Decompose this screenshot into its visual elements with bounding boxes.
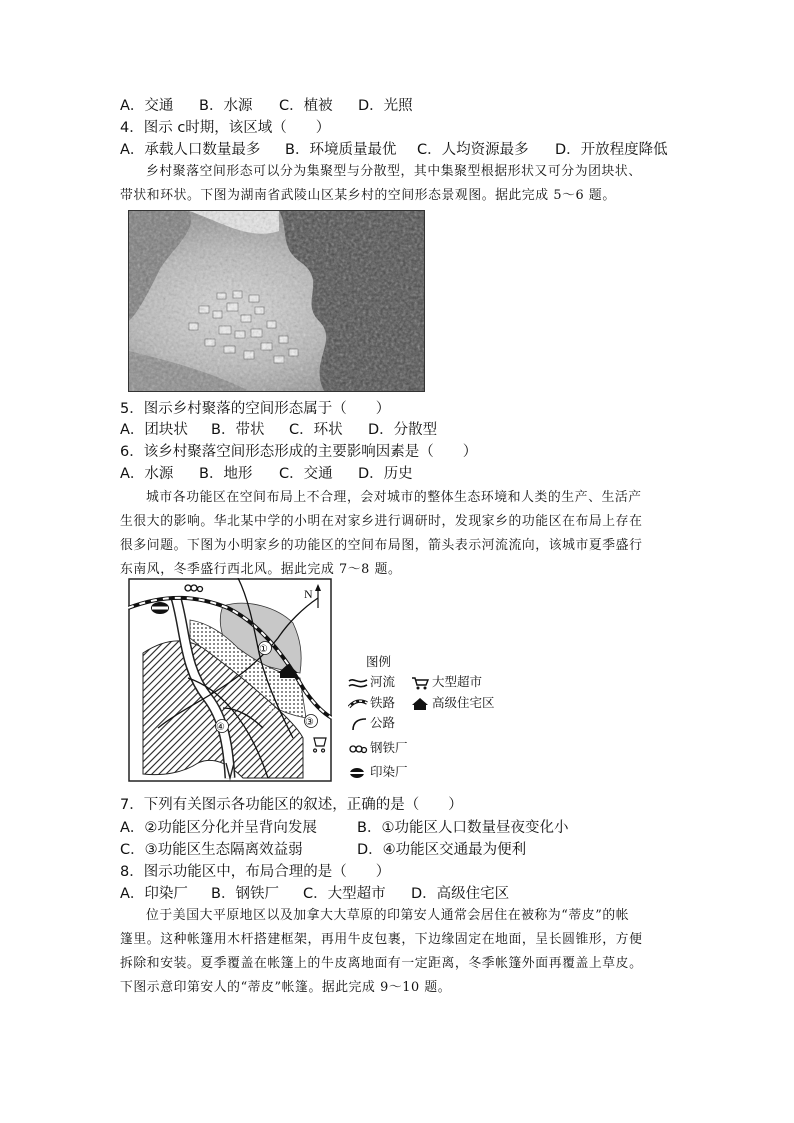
legend-railway [348, 693, 395, 711]
passage-line: 拆除和安装。夏季覆盖在帐篷上的牛皮离地面有一定距离，冬季帐篷外面再覆盖上草皮。 [120, 956, 643, 971]
q3-option-d: D．光照 [358, 98, 413, 114]
legend-title: 图例 [366, 654, 392, 669]
village-landscape-photo [128, 210, 425, 392]
q5-stem: 5．图示乡村聚落的空间形态属于（ ） [120, 401, 391, 417]
road-icon [348, 717, 368, 731]
legend-river-label: 河流 [370, 674, 396, 689]
map-legend [348, 652, 518, 782]
legend-dye [348, 762, 408, 780]
q4-option-a: A．承载人口数量最多 [120, 142, 261, 158]
q4-stem: 4．图示 c时期，该区域（ ） [120, 120, 331, 136]
passage-line: 下图示意印第安人的“蒂皮”帐篷。据此完成 9～10 题。 [120, 980, 452, 995]
q8-stem: 8．图示功能区中，布局合理的是（ ） [120, 864, 391, 880]
passage-line: 篷里。这种帐篷用木杆搭建框架，再用牛皮包裹，下边缘固定在地面，呈长圆锥形，方便 [120, 932, 643, 947]
passage-line: 城市各功能区在空间布局上不合理，会对城市的整体生态环境和人类的生产、生活产 [146, 490, 642, 505]
legend-river [348, 672, 395, 690]
q4-option-c: C．人均资源最多 [417, 142, 529, 158]
passage-line: 带状和环状。下图为湖南省武陵山区某乡村的空间形态景观图。据此完成 5～6 题。 [120, 188, 616, 203]
zone-2-label: ② [266, 704, 275, 715]
dye-factory-icon [348, 766, 368, 780]
river-icon [348, 676, 368, 690]
passage-rural-settlement [120, 160, 670, 208]
q7-stem: 7．下列有关图示各功能区的叙述，正确的是（ ） [120, 797, 463, 813]
q6-option-d: D．历史 [358, 466, 413, 482]
q6-stem: 6．该乡村聚落空间形态形成的主要影响因素是（ ） [120, 444, 478, 460]
legend-supermarket-label: 大型超市 [432, 674, 483, 689]
residential-icon [410, 697, 430, 711]
q5-option-a: A．团块状 [120, 422, 188, 438]
q3-option-b: B．水源 [199, 98, 253, 114]
passage-line: 乡村聚落空间形态可以分为集聚型与分散型，其中集聚型根据形状又可分为团块状、 [146, 164, 642, 179]
passage-line: 东南风，冬季盛行西北风。据此完成 7～8 题。 [120, 562, 402, 577]
legend-residential-label: 高级住宅区 [432, 695, 495, 710]
legend-supermarket [410, 672, 482, 690]
q5-option-c: C．环状 [289, 422, 343, 438]
zone-1-label: ① [259, 644, 268, 655]
q3-option-c: C．植被 [279, 98, 333, 114]
q8-option-c: C．大型超市 [303, 886, 386, 902]
q5-option-b: B．带状 [211, 422, 265, 438]
q3-option-a: A．交通 [120, 98, 174, 114]
q6-option-a: A．水源 [120, 466, 174, 482]
legend-steel-label: 钢铁厂 [370, 740, 408, 755]
q8-option-d: D．高级住宅区 [411, 886, 510, 902]
q8-option-b: B．钢铁厂 [211, 886, 279, 902]
legend-dye-label: 印染厂 [370, 764, 408, 779]
legend-road-label: 公路 [370, 715, 396, 730]
q7-option-b: B．①功能区人口数量昼夜变化小 [357, 820, 569, 836]
q7-option-c: C．③功能区生态隔离效益弱 [120, 842, 303, 858]
legend-railway-label: 铁路 [370, 695, 396, 710]
zone-4-label: ④ [216, 722, 225, 733]
q6-option-b: B．地形 [199, 466, 253, 482]
supermarket-icon [410, 676, 430, 690]
north-label: N [304, 587, 313, 601]
passage-line: 很多问题。下图为小明家乡的功能区的空间布局图，箭头表示河流流向，该城市夏季盛行 [120, 538, 643, 553]
functional-zone-map [128, 578, 332, 782]
q6-option-c: C．交通 [279, 466, 333, 482]
q5-option-d: D．分散型 [368, 422, 438, 438]
zone-3-label: ③ [305, 717, 314, 728]
legend-residential [410, 693, 495, 711]
railway-icon [348, 697, 368, 711]
q7-option-d: D．④功能区交通最为便利 [357, 842, 527, 858]
passage-tipi-tent [120, 904, 670, 1000]
q4-option-b: B．环境质量最优 [285, 142, 397, 158]
q4-option-d: D．开放程度降低 [555, 142, 668, 158]
legend-road [348, 713, 395, 731]
q7-option-a: A．②功能区分化并呈背向发展 [120, 820, 317, 836]
passage-line: 位于美国大平原地区以及加拿大大草原的印第安人通常会居住在被称为“蒂皮”的帐 [146, 908, 630, 923]
passage-line: 生很大的影响。华北某中学的小明在对家乡进行调研时，发现家乡的功能区在布局上存在 [120, 514, 643, 529]
legend-steel [348, 738, 408, 756]
passage-urban-functional-zones [120, 486, 670, 582]
q8-option-a: A．印染厂 [120, 886, 188, 902]
steel-mill-icon [348, 742, 368, 756]
